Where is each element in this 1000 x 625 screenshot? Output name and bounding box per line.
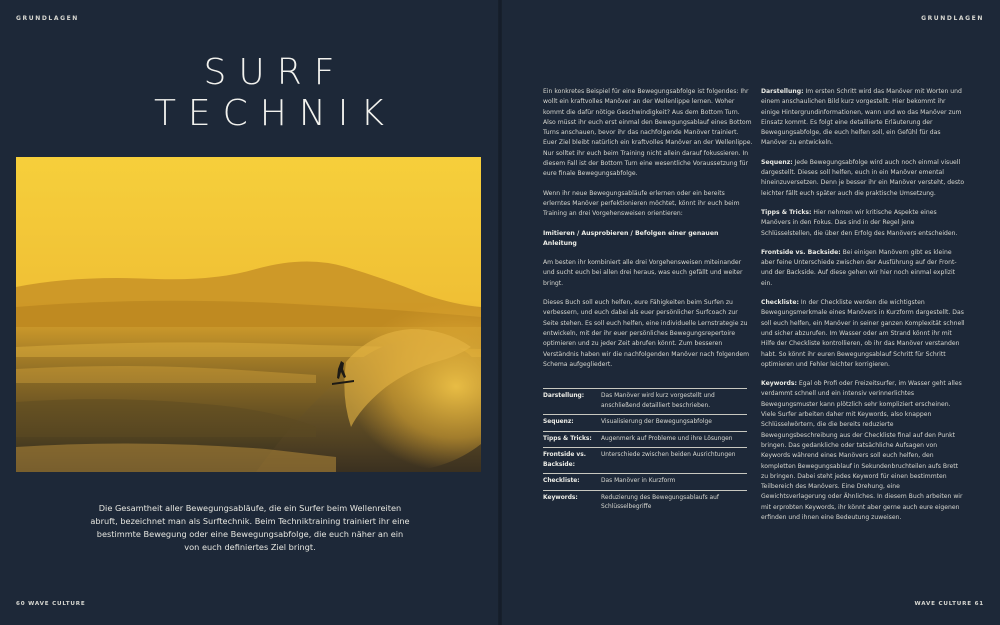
definition-text: Bei einigen Manövern gibt es kleine aber feine Unterschiede zwischen der Ausführung auf der Front- und der Backside. Auf diese gehen wir hier noch einmal explizit ein. <box>761 248 957 287</box>
table-row <box>543 448 747 474</box>
table-row <box>543 431 747 448</box>
table-value: Unterschiede zwischen beiden Ausrichtungen <box>601 448 747 474</box>
table-row <box>543 389 747 415</box>
table-key: Keywords: <box>543 490 601 516</box>
surf-photo-illustration <box>16 157 481 472</box>
definition-text: Im ersten Schritt wird das Manöver mit Worten und einem anschaulichen Bild kurz vorgestellt. Hier bekommt ihr einige Hintergrundinformationen, wann und wo das Manöver zum Einsatz kommt. Es folgt eine detaillierte Erläuterung der Bewegungsabfolge, die euch helfen soll, ein Gefühl für das Manöver zu entwickeln. <box>761 88 962 147</box>
section-label-left: GRUNDLAGEN <box>16 15 79 22</box>
bold-line: Imitieren / Ausprobieren / Befolgen einer genauen Anleitung <box>543 229 719 247</box>
table-row <box>543 490 747 516</box>
table-value: Visualisierung der Bewegungsabfolge <box>601 415 747 432</box>
definition-text: Hier nehmen wir kritische Aspekte eines Manövers in den Fokus. Das sind in der Regel jene Schlüsselstellen, die über den Erfolg des Manövers entscheiden. <box>761 208 958 237</box>
definition-term: Checkliste: <box>761 299 799 307</box>
title-line-2: TECHNIK <box>153 93 397 134</box>
table-key: Tipps & Tricks: <box>543 431 601 448</box>
table-key: Darstellung: <box>543 389 601 415</box>
definition-text: In der Checkliste werden die wichtigsten Bewegungsmerkmale eines Manövers in Kurzform dargestellt. Das soll euch helfen, ein Manöver in seiner ganzen Komplexität schnell und sicher abzurufen. Im Wasser oder am Strand könnt ihr mit Hilfe der Checkliste kontrollieren, ob ihr das Manöver verstanden habt. So könnt ihr euren Bewegungsablauf Schritt für Schritt optimieren und Fehler leichter korrigieren. <box>761 299 965 368</box>
definition-text: Egal ob Profi oder Freizeitsurfer, im Wasser geht alles verdammt schnell und ein intensiv verinnerlichtes Bewegungsmuster kann plötzlich sehr kompliziert erscheinen. Viele Surfer arbeiten daher mit Keywords, also knappen Schlüsselwörtern, die die bereits reduzierte Bewegungsbeschreibung aus der Checkliste final auf den Punkt bringen. Das gedankliche oder tatsächliche Aufsagen von Keywords während eines Manövers soll euch helfen, den kompletten Bewegungsablauf in Sekundenbruchteilen aufs Brett zu bringen. Dabei steht jedes Keyword für einen bestimmten Teilbereich des Manövers. Eine Drehung, eine Gewichtsverlagerung oder Ähnliches. In diesem Buch arbeiten wir mit erprobten Keywords, ihr könnt aber gerne auch eure eigenen erfinden und ihnen eine Bedeutung zuweisen. <box>761 380 963 521</box>
definition-term: Keywords: <box>761 380 797 388</box>
photo-caption: Die Gesamtheit aller Bewegungsabläufe, die ein Surfer beim Wellenreiten abruft, bezeichnet man als Surftechnik. Beim Techniktraining trainiert ihr eine bestimmte Bewegung oder eine Bewegungsabfolge, die euch näher an ein von euch definiertes Ziel bringt. <box>90 503 410 552</box>
definition-paragraph <box>761 379 966 523</box>
table-row <box>543 474 747 491</box>
table-value: Das Manöver wird kurz vorgestellt und anschließend detailliert beschrieben. <box>601 389 747 415</box>
table-key: Checkliste: <box>543 474 601 491</box>
definition-term: Frontside vs. Backside: <box>761 248 841 256</box>
text-column-2 <box>761 87 966 532</box>
paragraph: Am besten ihr kombiniert alle drei Vorgehensweisen miteinander und sucht euch bei allen drei heraus, was euch gefällt und weiter bringt. <box>543 259 743 287</box>
footer-left: 60 WAVE CULTURE <box>16 601 86 607</box>
text-column-1 <box>543 87 753 379</box>
definition-text: Jede Bewegungsabfolge wird auch noch einmal visuell dargestellt. Dieses soll helfen, euch in ein Manöver emental hineinzuversetzen. Denn je besser ihr ein Manöver versteht, desto leichter fällt euch später auch die praktische Umsetzung. <box>761 158 965 197</box>
table-key: Sequenz: <box>543 415 601 432</box>
table-value: Reduzierung des Bewegungsablaufs auf Schlüsselbegriffe <box>601 490 747 516</box>
title-line-1: SURF <box>203 52 347 93</box>
surf-photo <box>16 157 481 472</box>
definition-term: Tipps & Tricks: <box>761 208 812 216</box>
scheme-table <box>543 388 747 516</box>
table-key: Frontside vs. Backside: <box>543 448 601 474</box>
definition-paragraph <box>761 248 966 289</box>
definition-term: Darstellung: <box>761 88 804 95</box>
definition-paragraph <box>761 87 966 149</box>
definition-paragraph <box>761 158 966 199</box>
paragraph: Wenn ihr neue Bewegungsabläufe erlernen oder ein bereits erlerntes Manöver perfektionieren möchtet, könnt ihr euch beim Training an drei Vorgehensweisen orientieren: <box>543 189 740 218</box>
definition-paragraph <box>761 208 966 239</box>
table-value: Augenmerk auf Probleme und ihre Lösungen <box>601 431 747 448</box>
footer-right: WAVE CULTURE 61 <box>914 601 984 607</box>
table-value: Das Manöver in Kurzform <box>601 474 747 491</box>
paragraph: Ein konkretes Beispiel für eine Bewegungsabfolge ist folgendes: Ihr wollt ein kraftvolles Manöver an der Wellenlippe lernen. Woher kommt die dafür nötige Geschwindigkeit? Aus dem Bottom Turn. Also müsst ihr euch erst einmal den Bewegungsablauf eines Bottom Turns anschauen, bevor ihr das nachfolgende Manöver trainiert. Euer Ziel bleibt natürlich ein kraftvolles Manöver an der Wellenlippe. Nur solltet ihr euch beim Training nicht allein darauf fokussieren. In diesem Fall ist der Bottom Turn eine wesentliche Voraussetzung für eure finale Bewegungsabfolge. <box>543 88 753 178</box>
page-gutter <box>498 0 502 625</box>
section-label-right: GRUNDLAGEN <box>921 15 984 22</box>
definition-paragraph <box>761 298 966 370</box>
paragraph: Dieses Buch soll euch helfen, eure Fähigkeiten beim Surfen zu verbessern, und euch dabei als euer persönlicher Surfcoach zur Seite stehen. Es soll euch helfen, eine individuelle Lernstrategie zu entwickeln, mit der ihr euer persönliches Bewegungsrepertoire optimieren und zu jeder Zeit abrufen könnt. Zum besseren Verständnis haben wir die nachfolgenden Manöver nach folgendem Schema aufgegliedert. <box>543 299 750 368</box>
definition-term: Sequenz: <box>761 158 793 166</box>
table-row <box>543 415 747 432</box>
